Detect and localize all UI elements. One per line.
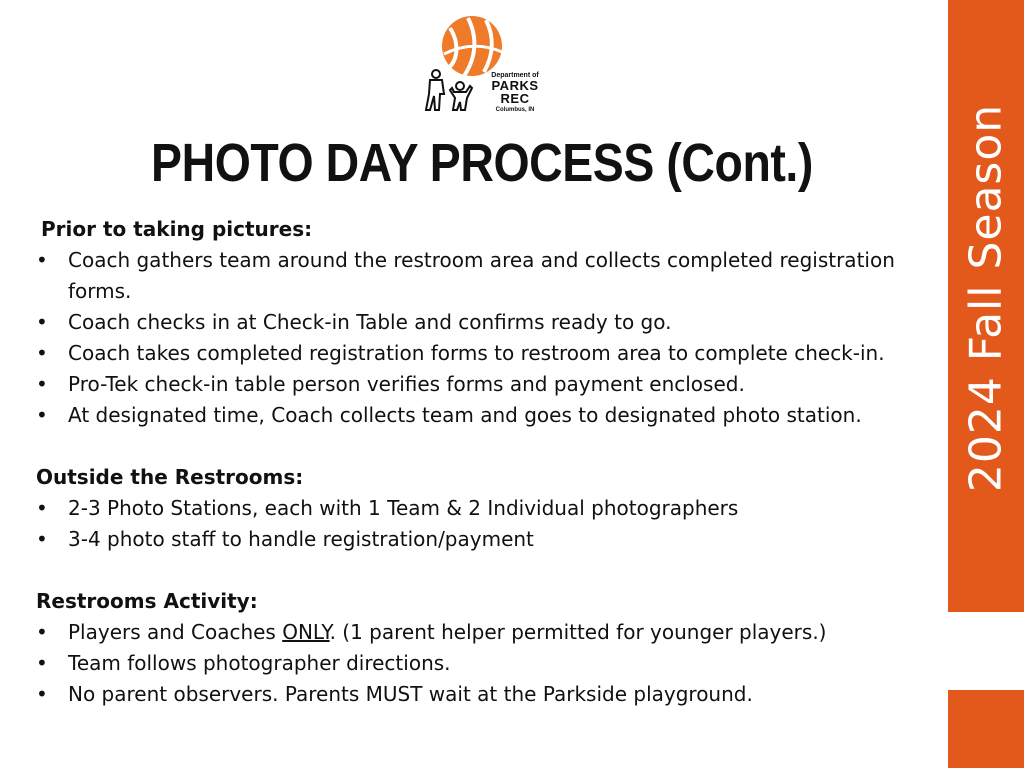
season-label: 2024 Fall Season [960,103,1012,493]
list-item: • Coach checks in at Check-in Table and confirms ready to go. [36,307,936,338]
item-text: . (1 parent helper permitted for younger players.) [329,620,827,644]
section-heading-prior: Prior to taking pictures: [41,217,313,241]
only-underlined: ONLY [282,620,330,644]
list-item: • Team follows photographer directions. [36,648,936,679]
list-item [36,617,936,648]
list-outside [36,493,936,555]
list-item: • Coach gathers team around the restroom area and collects completed registration forms. [36,245,936,307]
logo-city-text: Columbus, IN [495,107,535,113]
item-text: Players and Coaches [68,620,283,644]
logo-text [482,72,548,113]
parks-rec-logo [420,14,550,122]
list-item: • Coach takes completed registration forms to restroom area to complete check-in. [36,338,936,369]
list-item: • No parent observers. Parents MUST wait at the Parkside playground. [36,679,936,710]
list-item: • 3-4 photo staff to handle registration/payment [36,524,936,555]
page-title: PHOTO DAY PROCESS (Cont.) [151,133,813,193]
list-prior [36,245,936,431]
list-item: • 2-3 Photo Stations, each with 1 Team & 2 Individual photographers [36,493,936,524]
list-restrooms [36,617,936,710]
list-item: • At designated time, Coach collects team and goes to designated photo station. [36,400,936,431]
logo-rec-text: REC [500,91,530,106]
logo-parks-text: PARKS [491,78,539,93]
logo-dept-text: Department of [491,72,539,79]
slide-content [36,214,936,710]
section-heading-restrooms: Restrooms Activity: [36,589,258,613]
list-item: • Pro-Tek check-in table person verifies forms and payment enclosed. [36,369,936,400]
side-bar-orange-bottom [948,690,1024,768]
season-side-bar [948,0,1024,768]
section-heading-outside: Outside the Restrooms: [36,465,304,489]
side-bar-gap [948,612,1024,690]
